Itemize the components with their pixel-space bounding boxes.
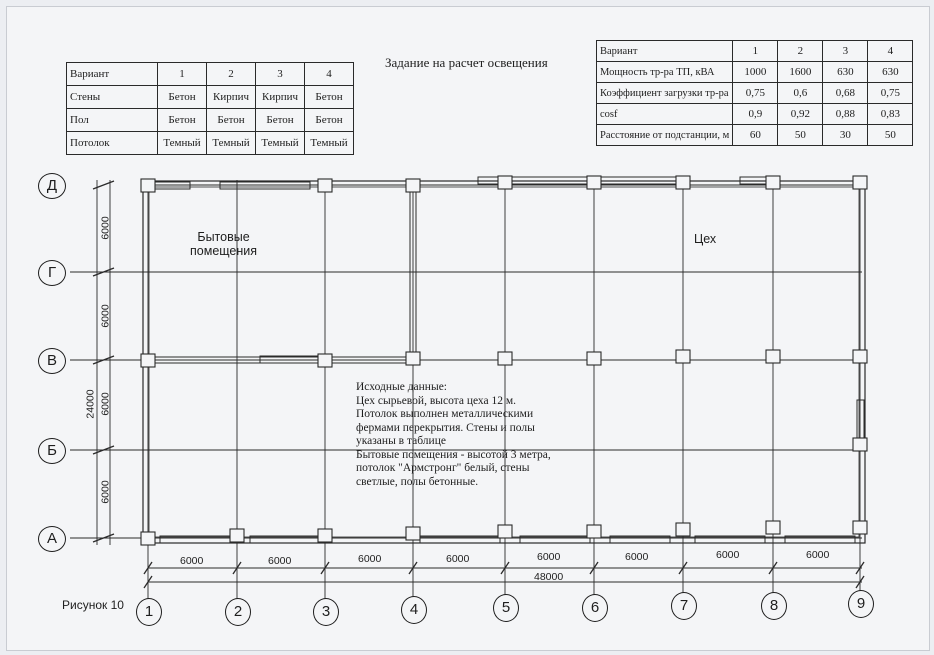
materials-row-label: Стены: [67, 86, 158, 109]
materials-cell: Темный: [256, 132, 305, 155]
materials-row-label: Пол: [67, 109, 158, 132]
axis-marker-B: Б: [38, 438, 66, 464]
axis-marker-3: 3: [313, 598, 339, 626]
dimension-total-vertical: 24000: [84, 389, 97, 419]
living-rooms-label-line: Бытовые: [197, 230, 250, 244]
note-line: Исходные данные:: [356, 381, 447, 393]
materials-cell: Бетон: [305, 86, 354, 109]
transformer-cell: 630: [823, 62, 868, 83]
note-line: фермами перекрытия. Стены и полы: [356, 421, 535, 434]
note-line: указаны в таблице: [356, 435, 446, 447]
note-line: Цех сырьевой, высота цеха 12 м.: [356, 394, 517, 407]
dimension-bay-V-B: 6000: [99, 392, 112, 416]
transformer-cell: 0,9: [733, 104, 778, 125]
materials-header-cell: 4: [305, 63, 354, 86]
living-rooms-label: [190, 230, 257, 258]
transformer-cell: 60: [733, 125, 778, 146]
materials-cell: Темный: [158, 132, 207, 155]
axis-marker-D: Д: [38, 173, 66, 199]
transformer-cell: 0,75: [868, 83, 913, 104]
transformer-cell: 0,88: [823, 104, 868, 125]
transformer-cell: 0,92: [778, 104, 823, 125]
transformer-row-label: Расстояние от подстанции, м: [597, 125, 733, 146]
materials-header-cell: 1: [158, 63, 207, 86]
transformer-header-variant: Вариант: [597, 41, 733, 62]
transformer-cell: 30: [823, 125, 868, 146]
materials-row-label: Потолок: [67, 132, 158, 155]
dimension-total-horizontal: 48000: [534, 571, 564, 583]
dimension-bay-D-G: 6000: [99, 216, 112, 240]
transformer-cell: 0,83: [868, 104, 913, 125]
workshop-label: Цех: [694, 232, 717, 246]
materials-cell: Кирпич: [256, 86, 305, 109]
dimension-bay-B-A: 6000: [99, 480, 112, 504]
task-title: Задание на расчет освещения: [385, 55, 548, 70]
dimension-bay-5-6: 6000: [537, 551, 561, 563]
axis-marker-7: 7: [671, 592, 697, 620]
dimension-bay-3-4: 6000: [358, 553, 382, 565]
dimension-bay-4-5: 6000: [446, 553, 470, 565]
note-line: светлые, полы бетонные.: [356, 475, 479, 488]
transformer-cell: 50: [868, 125, 913, 146]
axis-marker-4: 4: [401, 596, 427, 624]
transformer-row-label: Коэффициент загрузки тр-ра: [597, 83, 733, 104]
materials-table: [66, 62, 354, 155]
dimension-bay-1-2: 6000: [180, 555, 204, 567]
dimension-bay-6-7: 6000: [625, 551, 649, 563]
transformer-cell: 0,6: [778, 83, 823, 104]
transformer-row-label: Мощность тр-ра ТП, кВА: [597, 62, 733, 83]
transformer-row-label: cosf: [597, 104, 733, 125]
transformer-cell: 50: [778, 125, 823, 146]
transformer-table: [596, 40, 913, 146]
dimension-bay-G-V: 6000: [99, 304, 112, 328]
dimension-bay-2-3: 6000: [268, 555, 292, 567]
materials-cell: Бетон: [207, 109, 256, 132]
dimension-bay-7-8: 6000: [716, 549, 740, 561]
axis-marker-8: 8: [761, 592, 787, 620]
note-line: Потолок выполнен металлическими: [356, 408, 534, 420]
axis-marker-9: 9: [848, 590, 874, 618]
materials-header-variant: Вариант: [67, 63, 158, 86]
materials-cell: Бетон: [158, 86, 207, 109]
axis-marker-2: 2: [225, 598, 251, 626]
axis-marker-5: 5: [493, 594, 519, 622]
materials-cell: Бетон: [256, 109, 305, 132]
materials-header-cell: 2: [207, 63, 256, 86]
transformer-header-cell: 1: [733, 41, 778, 62]
transformer-cell: 1600: [778, 62, 823, 83]
materials-cell: Бетон: [305, 109, 354, 132]
figure-caption: Рисунок 10: [62, 598, 124, 612]
source-data-notes: [356, 381, 606, 489]
materials-cell: Кирпич: [207, 86, 256, 109]
note-line: потолок "Армстронг" белый, стены: [356, 462, 530, 474]
transformer-cell: 630: [868, 62, 913, 83]
materials-cell: Темный: [207, 132, 256, 155]
materials-cell: Бетон: [158, 109, 207, 132]
note-line: Бытовые помещения - высотой 3 метра,: [356, 448, 551, 461]
living-rooms-label-line: помещения: [190, 244, 258, 258]
transformer-cell: 0,75: [733, 83, 778, 104]
materials-header-cell: 3: [256, 63, 305, 86]
axis-marker-6: 6: [582, 594, 608, 622]
axis-marker-1: 1: [136, 598, 162, 626]
axis-marker-G: Г: [38, 260, 66, 286]
axis-marker-V: В: [38, 348, 66, 374]
transformer-cell: 1000: [733, 62, 778, 83]
dimension-bay-8-9: 6000: [806, 549, 830, 561]
axis-marker-A: А: [38, 526, 66, 552]
transformer-header-cell: 2: [778, 41, 823, 62]
materials-cell: Темный: [305, 132, 354, 155]
transformer-header-cell: 4: [868, 41, 913, 62]
transformer-cell: 0,68: [823, 83, 868, 104]
transformer-header-cell: 3: [823, 41, 868, 62]
